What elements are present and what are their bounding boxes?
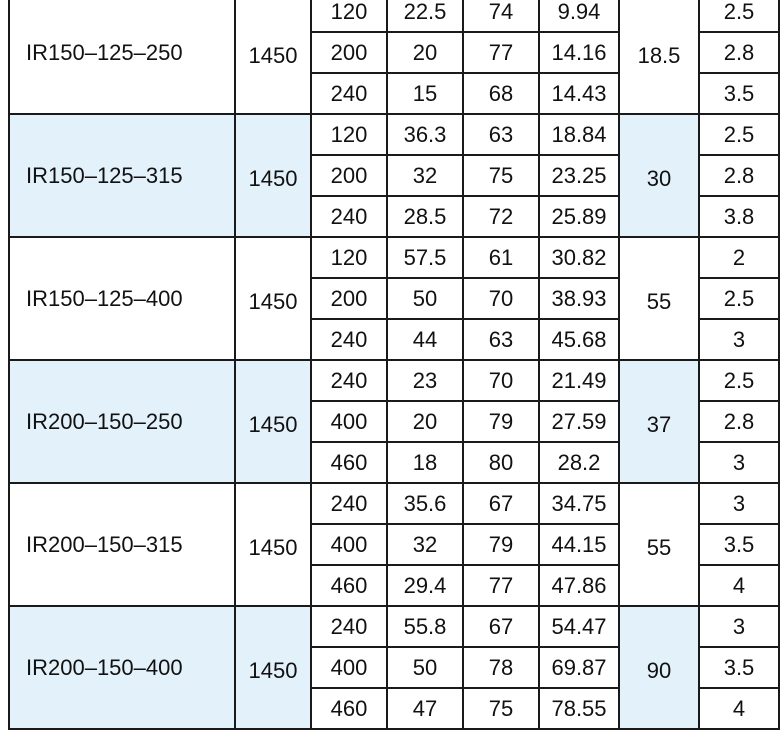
npsh-cell: 3.8	[699, 196, 779, 237]
npsh-cell: 3.5	[699, 524, 779, 565]
flow-cell: 200	[311, 32, 387, 73]
npsh-cell: 2.5	[699, 360, 779, 401]
flow-cell: 240	[311, 360, 387, 401]
shaft-cell: 69.87	[539, 647, 619, 688]
speed-cell: 1450	[235, 606, 311, 729]
flow-cell: 120	[311, 114, 387, 155]
eff-cell: 77	[463, 32, 539, 73]
table-row	[9, 237, 779, 278]
table-row	[9, 360, 779, 401]
model-cell: IR200–150–315	[9, 483, 235, 606]
eff-cell: 67	[463, 483, 539, 524]
shaft-cell: 38.93	[539, 278, 619, 319]
npsh-cell: 3.5	[699, 647, 779, 688]
eff-cell: 79	[463, 401, 539, 442]
shaft-cell: 23.25	[539, 155, 619, 196]
speed-cell: 1450	[235, 360, 311, 483]
flow-cell: 240	[311, 606, 387, 647]
eff-cell: 70	[463, 360, 539, 401]
head-cell: 28.5	[387, 196, 463, 237]
eff-cell: 79	[463, 524, 539, 565]
flow-cell: 400	[311, 401, 387, 442]
flow-cell: 240	[311, 73, 387, 114]
npsh-cell: 3	[699, 442, 779, 483]
npsh-cell: 2.8	[699, 401, 779, 442]
head-cell: 23	[387, 360, 463, 401]
npsh-cell: 3	[699, 606, 779, 647]
model-cell: IR200–150–400	[9, 606, 235, 729]
speed-cell: 1450	[235, 483, 311, 606]
shaft-cell: 30.82	[539, 237, 619, 278]
table-row	[9, 606, 779, 647]
shaft-cell: 54.47	[539, 606, 619, 647]
motor-power-cell: 37	[619, 360, 699, 483]
shaft-cell: 14.16	[539, 32, 619, 73]
motor-power-cell: 18.5	[619, 0, 699, 114]
npsh-cell: 2	[699, 237, 779, 278]
flow-cell: 240	[311, 483, 387, 524]
eff-cell: 67	[463, 606, 539, 647]
flow-cell: 400	[311, 647, 387, 688]
model-cell: IR150–125–250	[9, 0, 235, 114]
npsh-cell: 2.5	[699, 114, 779, 155]
head-cell: 50	[387, 278, 463, 319]
shaft-cell: 14.43	[539, 73, 619, 114]
head-cell: 20	[387, 401, 463, 442]
eff-cell: 75	[463, 155, 539, 196]
shaft-cell: 21.49	[539, 360, 619, 401]
shaft-cell: 18.84	[539, 114, 619, 155]
head-cell: 47	[387, 688, 463, 729]
head-cell: 35.6	[387, 483, 463, 524]
eff-cell: 78	[463, 647, 539, 688]
flow-cell: 460	[311, 565, 387, 606]
table-row	[9, 114, 779, 155]
flow-cell: 240	[311, 319, 387, 360]
table-row	[9, 0, 779, 32]
head-cell: 22.5	[387, 0, 463, 32]
npsh-cell: 2.5	[699, 0, 779, 32]
head-cell: 55.8	[387, 606, 463, 647]
table-row	[9, 483, 779, 524]
npsh-cell: 4	[699, 565, 779, 606]
eff-cell: 77	[463, 565, 539, 606]
shaft-cell: 25.89	[539, 196, 619, 237]
shaft-cell: 47.86	[539, 565, 619, 606]
flow-cell: 120	[311, 0, 387, 32]
npsh-cell: 2.8	[699, 32, 779, 73]
shaft-cell: 9.94	[539, 0, 619, 32]
speed-cell: 1450	[235, 237, 311, 360]
shaft-cell: 45.68	[539, 319, 619, 360]
head-cell: 15	[387, 73, 463, 114]
motor-power-cell: 55	[619, 237, 699, 360]
npsh-cell: 3.5	[699, 73, 779, 114]
pump-performance-table	[8, 0, 780, 730]
head-cell: 50	[387, 647, 463, 688]
npsh-cell: 3	[699, 483, 779, 524]
speed-cell: 1450	[235, 114, 311, 237]
model-cell: IR150–125–400	[9, 237, 235, 360]
head-cell: 18	[387, 442, 463, 483]
eff-cell: 75	[463, 688, 539, 729]
npsh-cell: 4	[699, 688, 779, 729]
flow-cell: 200	[311, 155, 387, 196]
shaft-cell: 28.2	[539, 442, 619, 483]
flow-cell: 460	[311, 442, 387, 483]
flow-cell: 240	[311, 196, 387, 237]
eff-cell: 80	[463, 442, 539, 483]
flow-cell: 200	[311, 278, 387, 319]
npsh-cell: 3	[699, 319, 779, 360]
flow-cell: 120	[311, 237, 387, 278]
head-cell: 44	[387, 319, 463, 360]
head-cell: 20	[387, 32, 463, 73]
head-cell: 29.4	[387, 565, 463, 606]
shaft-cell: 78.55	[539, 688, 619, 729]
eff-cell: 63	[463, 319, 539, 360]
motor-power-cell: 30	[619, 114, 699, 237]
head-cell: 32	[387, 155, 463, 196]
eff-cell: 61	[463, 237, 539, 278]
speed-cell: 1450	[235, 0, 311, 114]
head-cell: 36.3	[387, 114, 463, 155]
npsh-cell: 2.5	[699, 278, 779, 319]
model-cell: IR150–125–315	[9, 114, 235, 237]
model-cell: IR200–150–250	[9, 360, 235, 483]
shaft-cell: 27.59	[539, 401, 619, 442]
eff-cell: 70	[463, 278, 539, 319]
flow-cell: 460	[311, 688, 387, 729]
npsh-cell: 2.8	[699, 155, 779, 196]
eff-cell: 63	[463, 114, 539, 155]
eff-cell: 68	[463, 73, 539, 114]
shaft-cell: 34.75	[539, 483, 619, 524]
flow-cell: 400	[311, 524, 387, 565]
shaft-cell: 44.15	[539, 524, 619, 565]
head-cell: 32	[387, 524, 463, 565]
motor-power-cell: 90	[619, 606, 699, 729]
eff-cell: 74	[463, 0, 539, 32]
motor-power-cell: 55	[619, 483, 699, 606]
head-cell: 57.5	[387, 237, 463, 278]
eff-cell: 72	[463, 196, 539, 237]
